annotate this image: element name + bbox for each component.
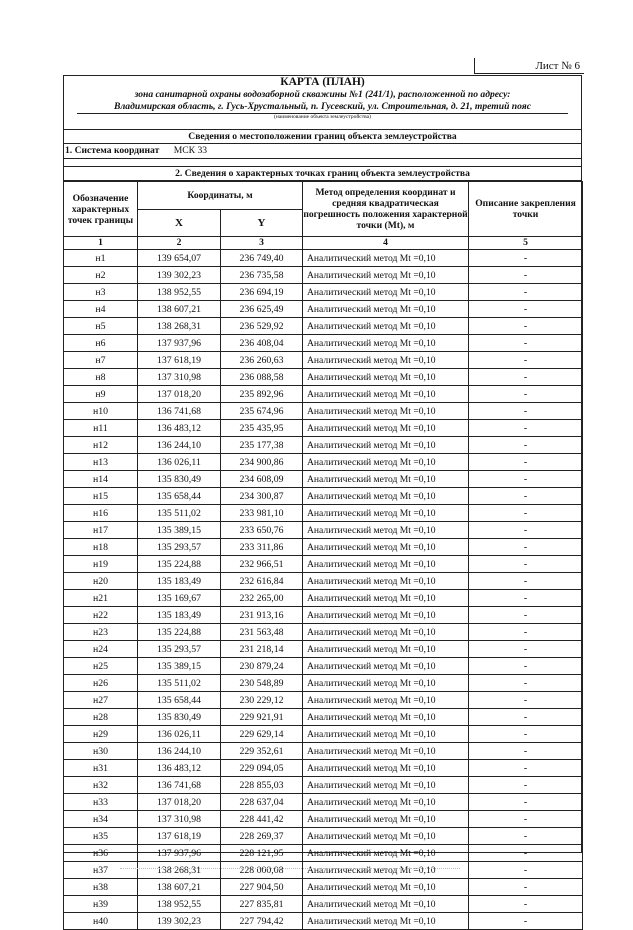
point-id-cell: н30 [64, 743, 138, 760]
description-cell: - [469, 488, 583, 505]
point-id-cell: н32 [64, 777, 138, 794]
x-cell: 135 224,88 [138, 556, 221, 573]
description-cell: - [469, 624, 583, 641]
description-cell: - [469, 590, 583, 607]
method-cell: Аналитический метод Mt =0,10 [303, 454, 469, 471]
table-row [64, 420, 583, 437]
y-cell: 227 904,50 [221, 879, 303, 896]
description-cell: - [469, 284, 583, 301]
table-row [64, 318, 583, 335]
y-cell: 233 981,10 [221, 505, 303, 522]
x-cell: 136 741,68 [138, 777, 221, 794]
method-cell: Аналитический метод Mt =0,10 [303, 845, 469, 862]
point-id-cell: н37 [64, 862, 138, 879]
y-cell: 232 616,84 [221, 573, 303, 590]
y-cell: 228 121,95 [221, 845, 303, 862]
point-id-cell: н21 [64, 590, 138, 607]
y-cell: 234 608,09 [221, 471, 303, 488]
description-cell: - [469, 811, 583, 828]
method-cell: Аналитический метод Mt =0,10 [303, 573, 469, 590]
x-cell: 136 244,10 [138, 743, 221, 760]
description-cell: - [469, 641, 583, 658]
table-row [64, 760, 583, 777]
table-row [64, 471, 583, 488]
table-row [64, 879, 583, 896]
y-cell: 235 674,96 [221, 403, 303, 420]
method-cell: Аналитический метод Mt =0,10 [303, 862, 469, 879]
method-cell: Аналитический метод Mt =0,10 [303, 641, 469, 658]
section-title: Сведения о местоположении границ объекта землеустройства [63, 129, 582, 144]
column-number: 1 [64, 237, 138, 250]
description-cell: - [469, 743, 583, 760]
table-row [64, 845, 583, 862]
method-cell: Аналитический метод Mt =0,10 [303, 675, 469, 692]
description-cell: - [469, 726, 583, 743]
method-cell: Аналитический метод Mt =0,10 [303, 488, 469, 505]
point-id-cell: н3 [64, 284, 138, 301]
x-cell: 135 830,49 [138, 709, 221, 726]
y-cell: 229 094,05 [221, 760, 303, 777]
x-cell: 138 607,21 [138, 879, 221, 896]
x-cell: 137 310,98 [138, 369, 221, 386]
table-row [64, 284, 583, 301]
x-cell: 139 302,23 [138, 267, 221, 284]
description-cell: - [469, 692, 583, 709]
description-cell: - [469, 913, 583, 930]
y-cell: 232 265,00 [221, 590, 303, 607]
point-id-cell: н7 [64, 352, 138, 369]
table-row [64, 437, 583, 454]
point-id-cell: н22 [64, 607, 138, 624]
point-id-cell: н20 [64, 573, 138, 590]
coordinate-system [63, 144, 582, 159]
y-cell: 228 637,04 [221, 794, 303, 811]
y-cell: 233 650,76 [221, 522, 303, 539]
y-cell: 229 629,14 [221, 726, 303, 743]
method-cell: Аналитический метод Mt =0,10 [303, 539, 469, 556]
point-id-cell: н35 [64, 828, 138, 845]
table-row [64, 590, 583, 607]
y-cell: 227 794,42 [221, 913, 303, 930]
method-cell: Аналитический метод Mt =0,10 [303, 879, 469, 896]
description-cell: - [469, 794, 583, 811]
description-cell: - [469, 522, 583, 539]
x-cell: 139 654,07 [138, 250, 221, 267]
table-row [64, 828, 583, 845]
method-cell: Аналитический метод Mt =0,10 [303, 335, 469, 352]
description-cell: - [469, 556, 583, 573]
description-cell: - [469, 301, 583, 318]
y-cell: 234 900,86 [221, 454, 303, 471]
method-cell: Аналитический метод Mt =0,10 [303, 590, 469, 607]
table-row [64, 709, 583, 726]
method-cell: Аналитический метод Mt =0,10 [303, 556, 469, 573]
point-id-cell: н11 [64, 420, 138, 437]
page-bottom-artifact [120, 868, 460, 872]
points-table [63, 181, 583, 930]
x-cell: 138 952,55 [138, 896, 221, 913]
document-header [63, 75, 582, 121]
method-cell: Аналитический метод Mt =0,10 [303, 913, 469, 930]
point-id-cell: н8 [64, 369, 138, 386]
table-row [64, 267, 583, 284]
description-cell: - [469, 896, 583, 913]
y-cell: 231 913,16 [221, 607, 303, 624]
method-cell: Аналитический метод Mt =0,10 [303, 386, 469, 403]
method-cell: Аналитический метод Mt =0,10 [303, 777, 469, 794]
description-cell: - [469, 777, 583, 794]
table-row [64, 726, 583, 743]
point-id-cell: н39 [64, 896, 138, 913]
y-cell: 236 749,40 [221, 250, 303, 267]
point-id-cell: н14 [64, 471, 138, 488]
y-cell: 236 408,04 [221, 335, 303, 352]
point-id-cell: н26 [64, 675, 138, 692]
x-cell: 135 389,15 [138, 658, 221, 675]
x-cell: 137 018,20 [138, 794, 221, 811]
method-cell: Аналитический метод Mt =0,10 [303, 726, 469, 743]
method-cell: Аналитический метод Mt =0,10 [303, 437, 469, 454]
description-cell: - [469, 607, 583, 624]
point-id-cell: н13 [64, 454, 138, 471]
table-row [64, 811, 583, 828]
description-cell: - [469, 658, 583, 675]
object-description-line1: зона санитарной охраны водозаборной скважины №1 (241/1), расположенной по адресу: [134, 89, 511, 100]
x-cell: 138 268,31 [138, 318, 221, 335]
point-id-cell: н16 [64, 505, 138, 522]
description-cell: - [469, 335, 583, 352]
point-id-cell: н12 [64, 437, 138, 454]
description-cell: - [469, 505, 583, 522]
x-cell: 137 618,19 [138, 828, 221, 845]
x-cell: 138 952,55 [138, 284, 221, 301]
x-cell: 135 293,57 [138, 641, 221, 658]
x-cell: 135 658,44 [138, 488, 221, 505]
point-id-cell: н19 [64, 556, 138, 573]
table-row [64, 539, 583, 556]
point-id-cell: н38 [64, 879, 138, 896]
x-cell: 136 026,11 [138, 726, 221, 743]
table-row [64, 454, 583, 471]
method-cell: Аналитический метод Mt =0,10 [303, 811, 469, 828]
method-cell: Аналитический метод Mt =0,10 [303, 267, 469, 284]
point-id-cell: н31 [64, 760, 138, 777]
header-coordinates: Координаты, м [138, 182, 303, 210]
description-cell: - [469, 879, 583, 896]
method-cell: Аналитический метод Mt =0,10 [303, 318, 469, 335]
y-cell: 228 269,37 [221, 828, 303, 845]
table-row [64, 573, 583, 590]
x-cell: 135 830,49 [138, 471, 221, 488]
method-cell: Аналитический метод Mt =0,10 [303, 743, 469, 760]
point-id-cell: н27 [64, 692, 138, 709]
description-cell: - [469, 403, 583, 420]
header-method: Метод определения координат и средняя квадратическая погрешность положения характерной точки (Mt), м [303, 182, 469, 237]
point-id-cell: н40 [64, 913, 138, 930]
table-row [64, 675, 583, 692]
method-cell: Аналитический метод Mt =0,10 [303, 284, 469, 301]
method-cell: Аналитический метод Mt =0,10 [303, 658, 469, 675]
y-cell: 236 529,92 [221, 318, 303, 335]
header-point-id: Обозначение характерных точек границы [64, 182, 138, 237]
point-id-cell: н10 [64, 403, 138, 420]
coordinate-system-value: МСК 33 [173, 145, 208, 156]
description-cell: - [469, 471, 583, 488]
point-id-cell: н2 [64, 267, 138, 284]
y-cell: 234 300,87 [221, 488, 303, 505]
point-id-cell: н5 [64, 318, 138, 335]
table-row [64, 488, 583, 505]
table-row [64, 794, 583, 811]
x-cell: 135 183,49 [138, 607, 221, 624]
x-cell: 136 026,11 [138, 454, 221, 471]
table-row [64, 658, 583, 675]
point-id-cell: н33 [64, 794, 138, 811]
x-cell: 136 483,12 [138, 760, 221, 777]
table-row [64, 743, 583, 760]
method-cell: Аналитический метод Mt =0,10 [303, 794, 469, 811]
y-cell: 236 694,19 [221, 284, 303, 301]
method-cell: Аналитический метод Mt =0,10 [303, 624, 469, 641]
y-cell: 236 260,63 [221, 352, 303, 369]
point-id-cell: н17 [64, 522, 138, 539]
description-cell: - [469, 760, 583, 777]
x-cell: 135 511,02 [138, 505, 221, 522]
method-cell: Аналитический метод Mt =0,10 [303, 607, 469, 624]
table-row [64, 505, 583, 522]
method-cell: Аналитический метод Mt =0,10 [303, 420, 469, 437]
method-cell: Аналитический метод Mt =0,10 [303, 692, 469, 709]
point-id-cell: н24 [64, 641, 138, 658]
table-row [64, 522, 583, 539]
y-cell: 227 835,81 [221, 896, 303, 913]
table-row [64, 896, 583, 913]
description-cell: - [469, 437, 583, 454]
description-cell: - [469, 675, 583, 692]
point-id-cell: н25 [64, 658, 138, 675]
x-cell: 137 937,96 [138, 845, 221, 862]
point-id-cell: н28 [64, 709, 138, 726]
object-description-line2: Владимирская область, г. Гусь-Хрустальный, п. Гусевский, ул. Строительная, д. 21, третий пояс [77, 101, 568, 114]
method-cell: Аналитический метод Mt =0,10 [303, 403, 469, 420]
y-cell: 233 311,86 [221, 539, 303, 556]
method-cell: Аналитический метод Mt =0,10 [303, 760, 469, 777]
table-row [64, 250, 583, 267]
object-caption: (наименование объекта землеустройства) [274, 114, 371, 120]
header-y: Y [221, 210, 303, 237]
table-row [64, 369, 583, 386]
point-id-cell: н34 [64, 811, 138, 828]
y-cell: 228 441,42 [221, 811, 303, 828]
table-row [64, 777, 583, 794]
x-cell: 135 169,67 [138, 590, 221, 607]
table-row [64, 556, 583, 573]
table-row [64, 386, 583, 403]
header-x: X [138, 210, 221, 237]
table-row [64, 403, 583, 420]
x-cell: 138 607,21 [138, 301, 221, 318]
point-id-cell: н1 [64, 250, 138, 267]
table-row [64, 641, 583, 658]
column-number: 4 [303, 237, 469, 250]
y-cell: 236 088,58 [221, 369, 303, 386]
y-cell: 236 735,58 [221, 267, 303, 284]
x-cell: 137 618,19 [138, 352, 221, 369]
sheet-number: Лист № 6 [474, 58, 584, 74]
method-cell: Аналитический метод Mt =0,10 [303, 471, 469, 488]
y-cell: 232 966,51 [221, 556, 303, 573]
method-cell: Аналитический метод Mt =0,10 [303, 709, 469, 726]
column-number: 2 [138, 237, 221, 250]
x-cell: 137 937,96 [138, 335, 221, 352]
table-row [64, 335, 583, 352]
description-cell: - [469, 250, 583, 267]
method-cell: Аналитический метод Mt =0,10 [303, 352, 469, 369]
x-cell: 137 018,20 [138, 386, 221, 403]
y-cell: 231 218,14 [221, 641, 303, 658]
description-cell: - [469, 862, 583, 879]
point-id-cell: н6 [64, 335, 138, 352]
y-cell: 235 177,38 [221, 437, 303, 454]
point-id-cell: н9 [64, 386, 138, 403]
description-cell: - [469, 318, 583, 335]
x-cell: 136 741,68 [138, 403, 221, 420]
table-row [64, 624, 583, 641]
y-cell: 235 435,95 [221, 420, 303, 437]
description-cell: - [469, 352, 583, 369]
y-cell: 231 563,48 [221, 624, 303, 641]
method-cell: Аналитический метод Mt =0,10 [303, 828, 469, 845]
table-row [64, 352, 583, 369]
y-cell: 228 855,03 [221, 777, 303, 794]
method-cell: Аналитический метод Mt =0,10 [303, 896, 469, 913]
y-cell: 235 892,96 [221, 386, 303, 403]
x-cell: 136 483,12 [138, 420, 221, 437]
description-cell: - [469, 369, 583, 386]
point-id-cell: н18 [64, 539, 138, 556]
method-cell: Аналитический метод Mt =0,10 [303, 250, 469, 267]
method-cell: Аналитический метод Mt =0,10 [303, 301, 469, 318]
header-description: Описание закрепления точки [469, 182, 583, 237]
x-cell: 135 183,49 [138, 573, 221, 590]
column-number: 3 [221, 237, 303, 250]
x-cell: 135 224,88 [138, 624, 221, 641]
y-cell: 230 879,24 [221, 658, 303, 675]
point-id-cell: н4 [64, 301, 138, 318]
x-cell: 138 268,31 [138, 862, 221, 879]
description-cell: - [469, 454, 583, 471]
x-cell: 139 302,23 [138, 913, 221, 930]
point-id-cell: н15 [64, 488, 138, 505]
document-title: КАРТА (ПЛАН) [280, 76, 365, 88]
column-number: 5 [469, 237, 583, 250]
x-cell: 135 293,57 [138, 539, 221, 556]
y-cell: 236 625,49 [221, 301, 303, 318]
x-cell: 135 389,15 [138, 522, 221, 539]
description-cell: - [469, 573, 583, 590]
table-row [64, 301, 583, 318]
coordinate-system-label: 1. Система координат [65, 145, 160, 156]
table-row [64, 692, 583, 709]
x-cell: 137 310,98 [138, 811, 221, 828]
y-cell: 229 352,61 [221, 743, 303, 760]
description-cell: - [469, 267, 583, 284]
point-id-cell: н23 [64, 624, 138, 641]
description-cell: - [469, 828, 583, 845]
description-cell: - [469, 420, 583, 437]
table-row [64, 607, 583, 624]
x-cell: 135 658,44 [138, 692, 221, 709]
point-id-cell: н29 [64, 726, 138, 743]
x-cell: 136 244,10 [138, 437, 221, 454]
y-cell: 230 229,12 [221, 692, 303, 709]
description-cell: - [469, 845, 583, 862]
description-cell: - [469, 709, 583, 726]
method-cell: Аналитический метод Mt =0,10 [303, 369, 469, 386]
description-cell: - [469, 539, 583, 556]
method-cell: Аналитический метод Mt =0,10 [303, 505, 469, 522]
point-id-cell: н36 [64, 845, 138, 862]
y-cell: 228 000,08 [221, 862, 303, 879]
y-cell: 229 921,91 [221, 709, 303, 726]
description-cell: - [469, 386, 583, 403]
y-cell: 230 548,89 [221, 675, 303, 692]
table-row [64, 913, 583, 930]
method-cell: Аналитический метод Mt =0,10 [303, 522, 469, 539]
x-cell: 135 511,02 [138, 675, 221, 692]
points-section-title: 2. Сведения о характерных точках границ объекта землеустройства [63, 166, 582, 181]
